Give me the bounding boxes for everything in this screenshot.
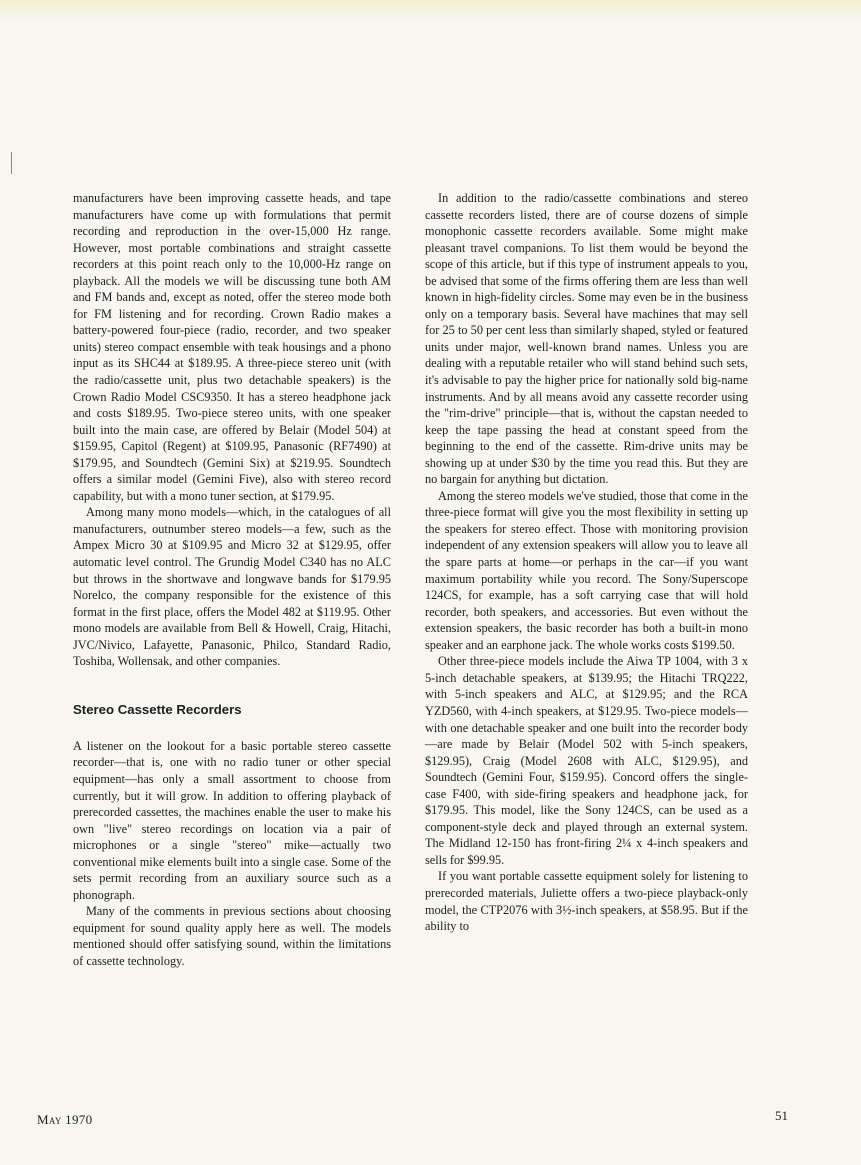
left-column xyxy=(73,190,391,970)
body-paragraph: Among many mono models—which, in the catalogues of all manufacturers, outnumber stereo models—a few, such as the Ampex Micro 30 at $109.95 and Micro 32 at $129.95, offer automatic level control. The Grundig Model C340 has no ALC but throws in the shortwave and longwave bands for $179.95 Norelco, the company responsible for the existence of this format in the first place, offers the Model 482 at $119.95. Other mono models are available from Bell & Howell, Craig, Hitachi, JVC/Nivico, Lafayette, Panasonic, Philco, Standard Radio, Toshiba, Wollensak, and other companies. xyxy=(73,505,391,669)
margin-mark xyxy=(11,152,12,174)
body-paragraph: manufacturers have been improving cassette heads, and tape manufacturers have come up with formulations that permit recording and reproduction in the over-15,000 Hz range. However, most portable combinations and straight cassette recorders at this point reach only to the 10,000-Hz range on playback. All the models we will be discussing tune both AM and FM bands and, except as noted, offer the stereo mode both for FM listening and for recording. Crown Radio makes a battery-powered four-piece (radio, recorder, and two speaker units) stereo compact ensemble with teak housings and a phono input as its SHC44 at $189.95. A three-piece stereo unit (with the radio/cassette unit, plus two detachable speakers) is the Crown Radio Model CSC9350. It has a stereo headphone jack and costs $189.95. Two-piece stereo units, with one speaker built into the main case, are offered by Belair (Model 504) at $159.95, Capitol (Regent) at $109.95, Panasonic (RF7490) at $179.95, and Soundtech (Gemini Six) at $219.95. Soundtech offers a similar model (Gemini Five), also with stereo record capability, but with a mono tuner section, at $179.95. xyxy=(73,191,391,503)
body-paragraph: In addition to the radio/cassette combinations and stereo cassette recorders listed, there are of course dozens of simple monophonic cassette recorders available. Some might make pleasant travel companions. To list them would be beyond the scope of this article, but if this type of instrument appeals to you, be advised that some of the firms offering them are less than well known in high-fidelity circles. Some may even be in the business only on a temporary basis. Several have machines that may sell for 25 to 50 per cent less than similarly shaped, styled or featured units under major, well-known brand names. Unless you are dealing with a reputable retailer who will stand behind such sets, it's advisable to pay the higher price for nationally sold big-name instruments. And by all means avoid any cassette recorder using the "rim-drive" principle—that is, without the capstan needed to keep the tape passing the head at constant speed from the beginning to the end of the cassette. Rim-drive units may be showing up at under $30 by the time you read this. But they are no bargain for anything but dictation. xyxy=(425,191,748,487)
body-paragraph: A listener on the lookout for a basic portable stereo cassette recorder—that is, one with no radio tuner or other special equipment—has only a small assortment to choose from currently, but it will grow. In addition to offering playback of prerecorded cassettes, the machines enable the user to make his own "live" stereo recordings on location via a pair of microphones or a single "stereo" mike—actually two conventional mike elements built into a single case. Some of the sets permit recording from an auxiliary source such as a phonograph. xyxy=(73,738,391,902)
body-paragraph: If you want portable cassette equipment solely for listening to prerecorded materials, Juliette offers a two-piece playback-only model, the CTP2076 with 3½-inch speakers, at $58.95. But if the ability to xyxy=(425,869,748,934)
body-paragraph: Among the stereo models we've studied, those that come in the three-piece format will give you the most flexibility in setting up the speakers for stereo effect. Those with monitoring provision independent of any extension speakers will allow you to leave all the spare parts at home—or perhaps in the car—if you want maximum portability while you record. The Sony/Superscope 124CS, for example, has a soft carrying case that will hold recorder, both speakers, and accessories. But even without the extension speakers, the basic recorder has both a built-in mono speaker and an earphone jack. The whole works costs $199.50. xyxy=(425,488,748,652)
section-heading: Stereo Cassette Recorders xyxy=(73,701,242,717)
page-number: 51 xyxy=(775,1108,788,1123)
body-paragraph: Many of the comments in previous sections about choosing equipment for sound quality apply here as well. The models mentioned should offer satisfying sound, within the limitations of cassette technology. xyxy=(73,904,391,968)
issue-date: May 1970 xyxy=(37,1112,93,1127)
page-top-tint xyxy=(0,0,861,22)
right-column xyxy=(425,190,748,935)
body-paragraph: Other three-piece models include the Aiwa TP 1004, with 3 x 5-inch detachable speakers, at $139.95; the Hitachi TRQ222, with 5-inch speakers and ALC, at $129.95; and the RCA YZD560, with 4-inch speakers, at $129.95. Two-piece models—with one detachable speaker and one built into the recorder body—are made by Belair (Model 502 with 5-inch speakers, $129.95), Craig (Model 2608 with ALC, $129.95), and Soundtech (Gemini Four, $159.95). Concord offers the single-case F400, with side-firing speakers and headphone jack, for $179.95. This model, like the Sony 124CS, can be used as a component-style deck and played through an external system. The Midland 12-150 has front-firing 2¼ x 4-inch speakers and sells for $99.95. xyxy=(425,654,748,867)
